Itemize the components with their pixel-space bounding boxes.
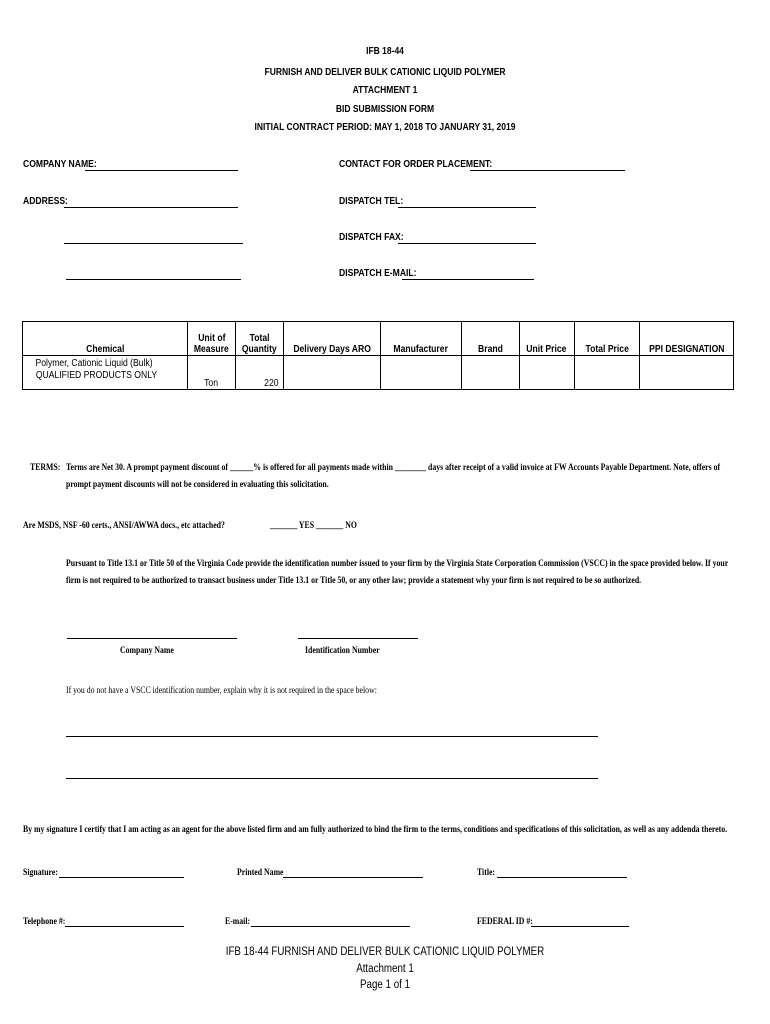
form-name: BID SUBMISSION FORM — [335, 104, 435, 115]
cell-quantity: 220 — [236, 356, 284, 390]
dispatch-tel-field[interactable] — [398, 207, 536, 208]
dispatch-fax-label: DISPATCH FAX: — [339, 232, 404, 243]
title-label: Title: — [477, 868, 496, 878]
terms-line-2: prompt payment discounts will not be considered in evaluating this solicitation. — [66, 480, 329, 490]
title-field[interactable] — [497, 877, 627, 878]
printed-name-field[interactable] — [283, 877, 423, 878]
msds-question: Are MSDS, NSF -60 certs., ANSI/AWWA docs., etc attached? — [23, 521, 225, 531]
federal-id-label: FEDERAL ID #: — [477, 917, 533, 927]
explain-line-1[interactable] — [66, 736, 598, 737]
printed-name-label: Printed Name — [237, 868, 284, 878]
vscc-identification-field[interactable] — [298, 638, 418, 639]
cell-brand[interactable] — [461, 356, 519, 390]
vscc-company-name-field[interactable] — [67, 638, 237, 639]
telephone-field[interactable] — [65, 926, 184, 927]
header-total-price: Total Price — [574, 322, 639, 356]
signature-label: Signature: — [23, 868, 58, 878]
table-row — [23, 356, 734, 390]
address-field-2[interactable] — [64, 243, 243, 244]
contract-period: INITIAL CONTRACT PERIOD: MAY 1, 2018 TO JANUARY 31, 2019 — [254, 122, 516, 133]
footer-title: IFB 18-44 FURNISH AND DELIVER BULK CATIONIC LIQUID POLYMER — [225, 946, 545, 958]
header-unit-price: Unit Price — [519, 322, 574, 356]
header-total-quantity: Total Quantity — [236, 322, 284, 356]
vscc-line-1: Pursuant to Title 13.1 or Title 50 of the Virginia Code provide the identification number issued to your firm by the Virginia State Corporation Commission (VSCC) in the space provided below. If your — [66, 559, 729, 569]
dispatch-email-label: DISPATCH E-MAIL: — [339, 268, 417, 279]
contact-label: CONTACT FOR ORDER PLACEMENT: — [339, 159, 493, 170]
address-field-1[interactable] — [64, 207, 238, 208]
header-chemical: Chemical — [23, 322, 188, 356]
address-field-3[interactable] — [66, 279, 241, 280]
dispatch-tel-label: DISPATCH TEL: — [339, 196, 404, 207]
cell-unit-price[interactable] — [519, 356, 574, 390]
msds-yes-no[interactable]: _______ YES _______ NO — [270, 521, 357, 531]
cell-unit: Ton — [188, 356, 236, 390]
address-label: ADDRESS: — [23, 196, 68, 207]
header-ppi-designation: PPI DESIGNATION — [639, 322, 734, 356]
vscc-line-2: firm is not required to be authorized to transact business under Title 13.1 or Title 50, or any other law; provide a statement why your firm is not required to be so authorized. — [66, 576, 642, 586]
vscc-explain-prompt: If you do not have a VSCC identification number, explain why it is not required in the space below: — [66, 686, 377, 696]
dispatch-email-field[interactable] — [402, 279, 534, 280]
cell-total-price[interactable] — [574, 356, 639, 390]
telephone-label: Telephone #: — [23, 917, 66, 927]
company-name-field[interactable] — [85, 170, 238, 171]
bid-table — [22, 321, 734, 390]
terms-label: TERMS: — [30, 463, 61, 473]
header-delivery-days: Delivery Days ARO — [283, 322, 380, 356]
cell-chemical: Polymer, Cationic Liquid (Bulk) QUALIFIED PRODUCTS ONLY — [23, 356, 188, 390]
header-manufacturer: Manufacturer — [380, 322, 461, 356]
header-unit-of-measure: Unit of Measure — [188, 322, 236, 356]
contact-field[interactable] — [470, 170, 625, 171]
explain-line-2[interactable] — [66, 778, 598, 779]
dispatch-fax-field[interactable] — [398, 243, 536, 244]
table-header-row — [23, 322, 734, 356]
cell-ppi-designation[interactable] — [639, 356, 734, 390]
vscc-company-name-label: Company Name — [120, 646, 174, 656]
email-label: E-mail: — [225, 917, 251, 927]
federal-id-field[interactable] — [531, 926, 629, 927]
cell-manufacturer[interactable] — [380, 356, 461, 390]
ifb-number: IFB 18-44 — [366, 46, 404, 57]
vscc-identification-label: Identification Number — [305, 646, 380, 656]
email-field[interactable] — [251, 926, 410, 927]
certification-statement: By my signature I certify that I am acting as an agent for the above listed firm and am fully authorized to bind the firm to the terms, conditions and specifications of this solicitation, as well as any addenda thereto. — [23, 825, 728, 835]
company-name-label: COMPANY NAME: — [23, 159, 97, 170]
header-brand: Brand — [461, 322, 519, 356]
document-title: FURNISH AND DELIVER BULK CATIONIC LIQUID POLYMER — [264, 67, 506, 78]
cell-delivery-days[interactable] — [283, 356, 380, 390]
footer-page-number: Page 1 of 1 — [359, 979, 410, 991]
footer-attachment: Attachment 1 — [356, 963, 414, 975]
signature-field[interactable] — [59, 877, 184, 878]
terms-line-1: Terms are Net 30. A prompt payment discount of ______% is offered for all payments made within ________ days after receipt of a valid invoice at FW Accounts Payable Department. Note, offers of — [66, 463, 721, 473]
attachment-label: ATTACHMENT 1 — [352, 85, 418, 96]
